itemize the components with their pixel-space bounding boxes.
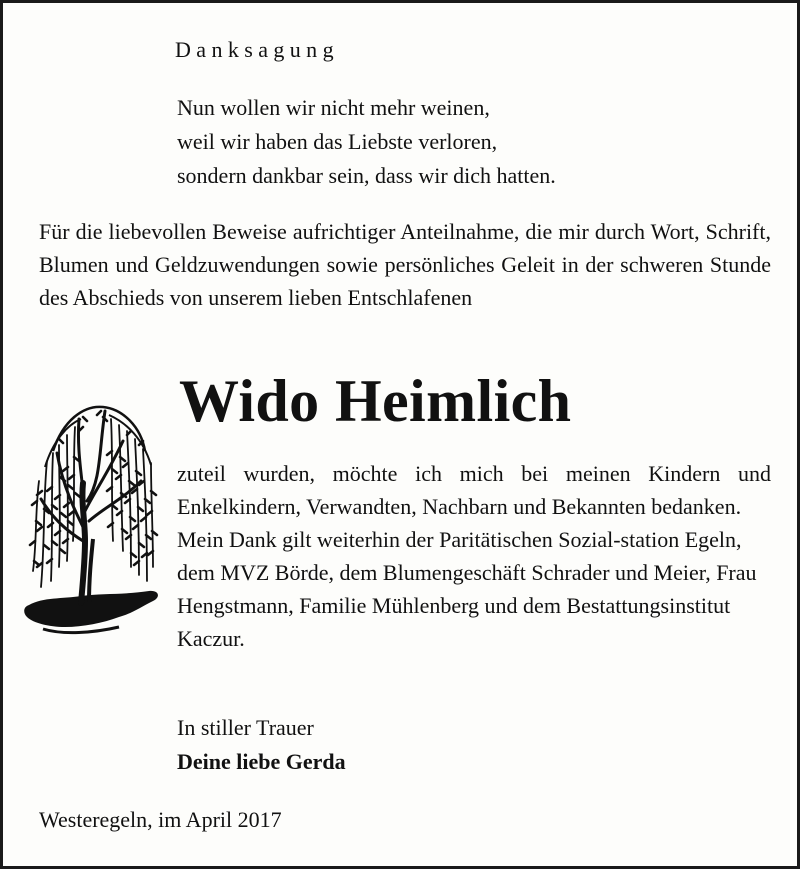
thanks-paragraph-2: Mein Dank gilt weiterhin der Paritätischen Sozial-station Egeln, dem MVZ Börde, dem Blumengeschäft Schrader und Meier, Frau Hengstmann, Familie Mühlenberg und dem Bestattungsinstitut Kaczur. — [177, 527, 757, 651]
mourning-line: In stiller Trauer — [177, 715, 314, 740]
weeping-willow-icon — [23, 391, 163, 647]
intro-paragraph: Für die liebevollen Beweise aufrichtiger Anteilnahme, die mir durch Wort, Schrift, Blumen und Geldzuwendungen sowie persönliches Geleit in der schweren Stunde des Abschieds von unserem lieben Entschlafenen — [39, 219, 771, 310]
poem-line: weil wir haben das Liebste verloren, — [177, 129, 498, 154]
poem-line: Nun wollen wir nicht mehr weinen, — [177, 95, 490, 120]
poem — [177, 91, 556, 193]
thanks-paragraph: zuteil wurden, möchte ich mich bei meinen Kindern und Enkelkindern, Verwandten, Nachbarn und Bekannten bedanken. — [177, 461, 771, 519]
deceased-name: Wido Heimlich — [179, 368, 572, 434]
poem-line: sondern dankbar sein, dass wir dich hatten. — [177, 163, 556, 188]
signature: Deine liebe Gerda — [177, 749, 346, 774]
place-date: Westeregeln, im April 2017 — [39, 807, 282, 832]
thanks-text — [177, 457, 771, 655]
notice-heading: Danksagung — [175, 37, 339, 62]
mourning-block — [177, 711, 346, 779]
